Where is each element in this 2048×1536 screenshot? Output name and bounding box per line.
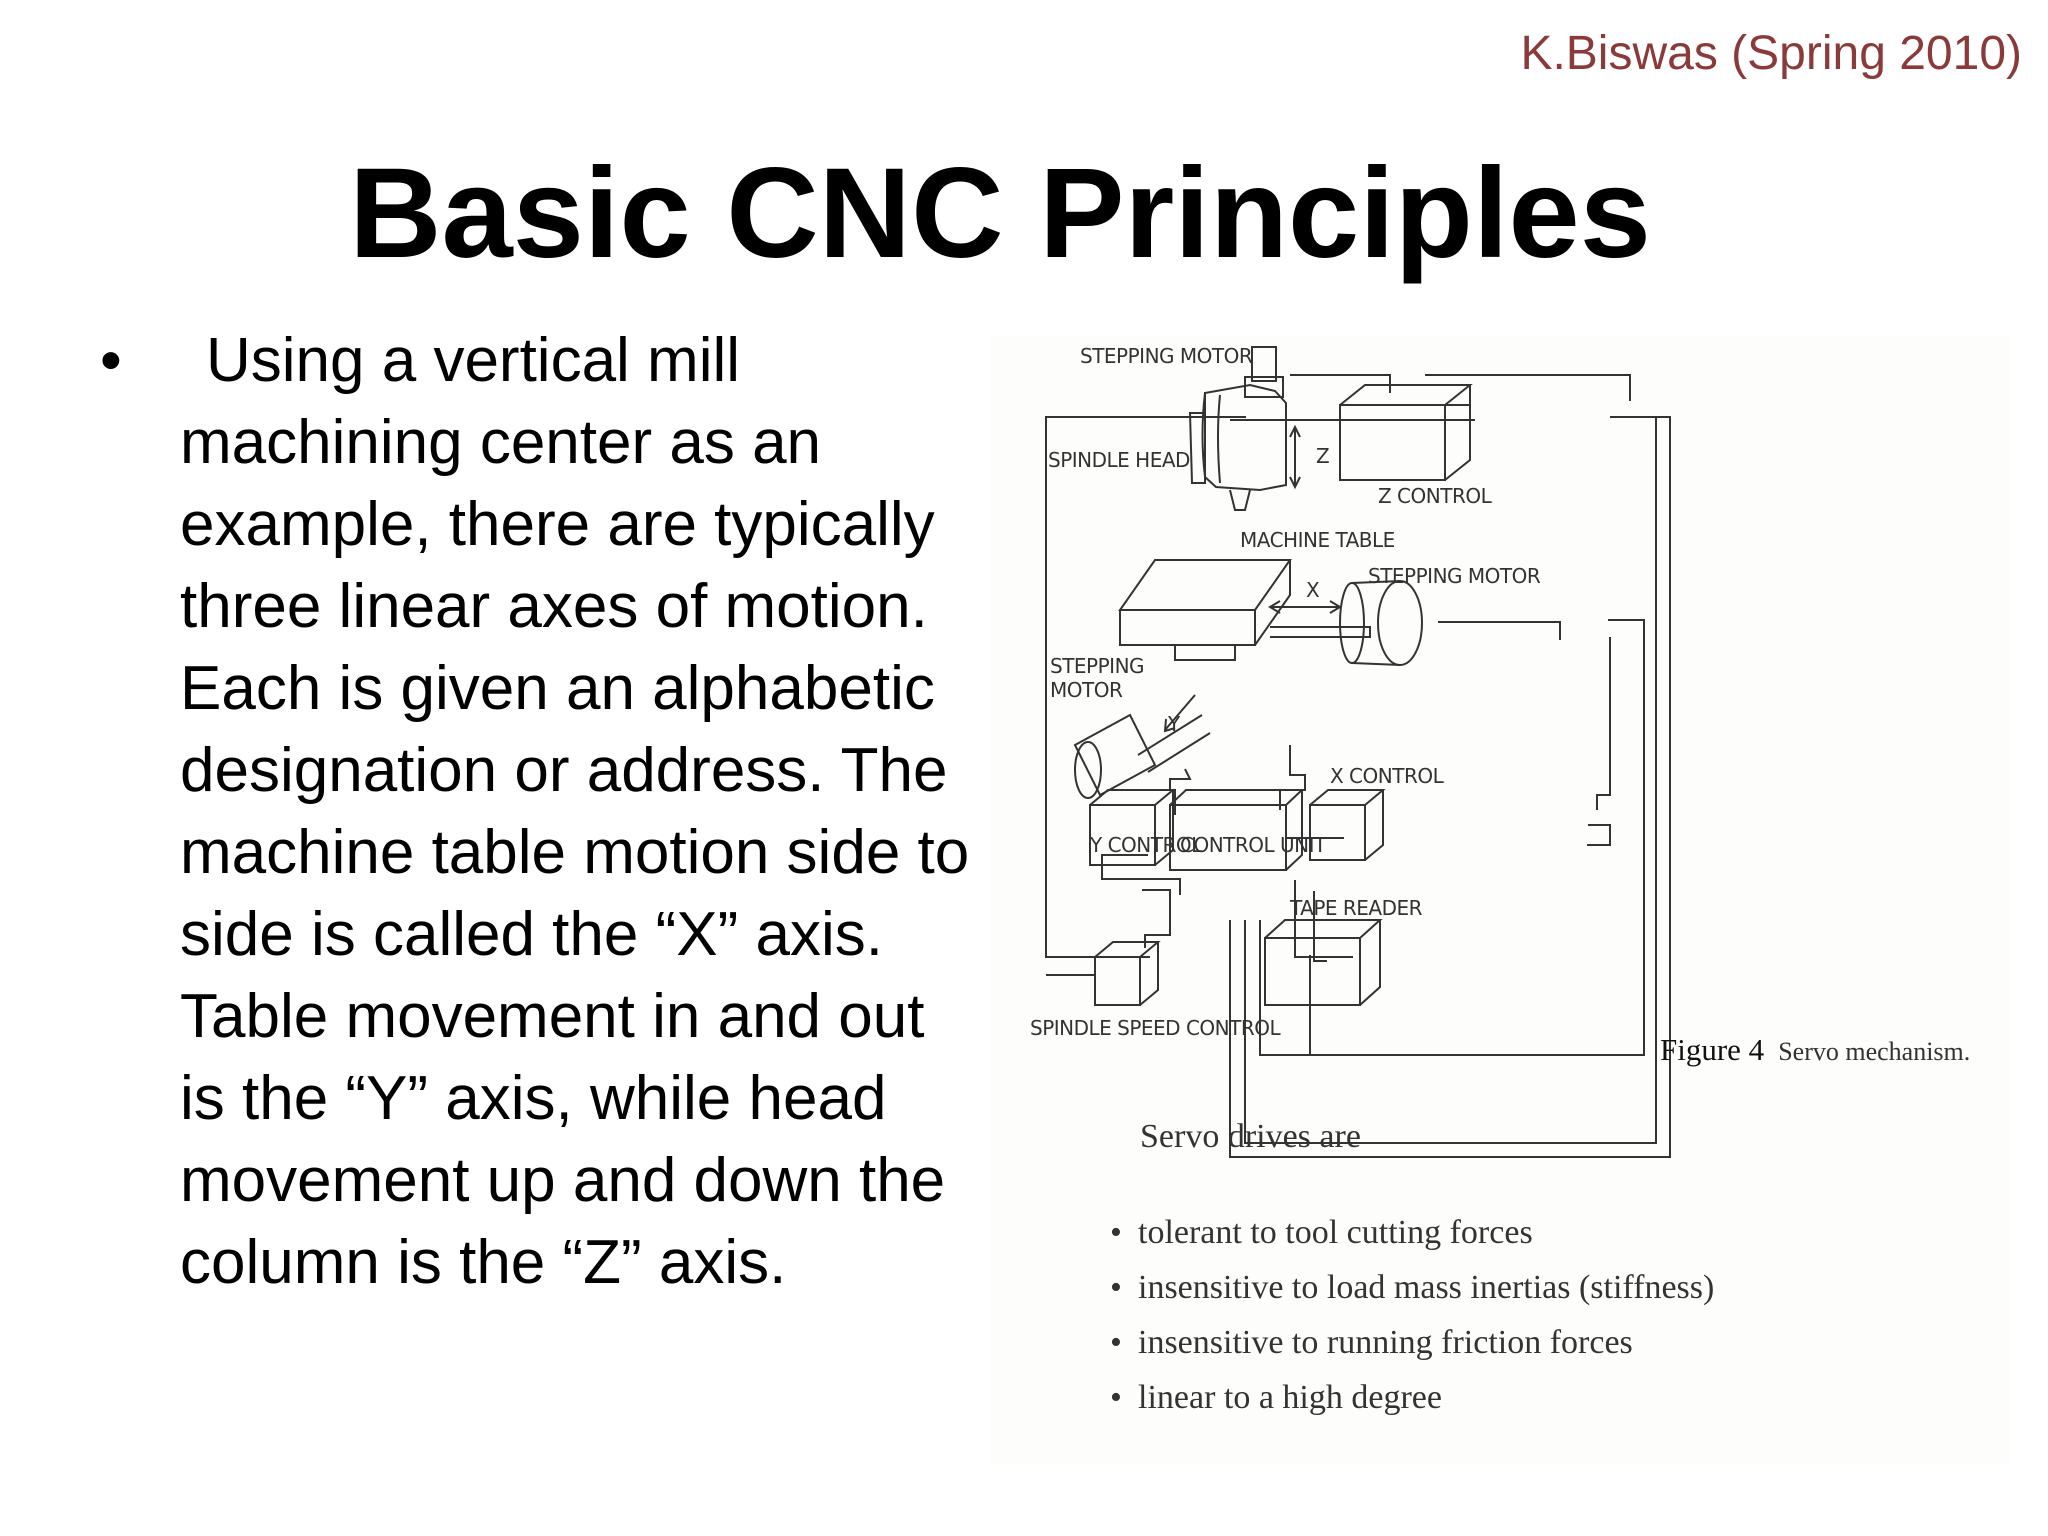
caption-title: Servo mechanism.: [1778, 1037, 1971, 1066]
body-text: Using a vertical mill machining center as an example, there are typically three linear axes of motion. Each is given an alphabetic designation or address. The machine table motion side to side is called the “X” axis. Table movement in and out is the “Y” axis, while head movement up and down the column is the “Z” axis.: [180, 326, 970, 1297]
body-paragraph: [180, 320, 980, 1304]
label-stepping-motor-left-1: STEPPING: [1050, 654, 1145, 678]
label-stepping-motor-top: STEPPING MOTOR: [1080, 344, 1253, 368]
label-stepping-motor-right: STEPPING MOTOR: [1368, 564, 1541, 588]
label-x-axis: X: [1306, 578, 1320, 602]
label-y-control: Y CONTROL: [1090, 833, 1202, 857]
list-item: • linear to a high degree: [1110, 1370, 1714, 1425]
label-stepping-motor-left-2: MOTOR: [1050, 678, 1123, 702]
label-spindle-head: SPINDLE HEAD: [1048, 448, 1190, 472]
label-z-axis: Z: [1316, 444, 1330, 468]
list-item: • tolerant to tool cutting forces: [1110, 1205, 1714, 1260]
caption-number: Figure 4: [1660, 1032, 1765, 1067]
list-item: • insensitive to running friction forces: [1110, 1315, 1714, 1370]
label-machine-table: MACHINE TABLE: [1240, 528, 1395, 552]
body-bullet: [100, 320, 980, 1304]
slide-title: Basic CNC Principles: [349, 142, 1651, 285]
servo-list: [1110, 1205, 1714, 1425]
label-tape-reader: TAPE READER: [1290, 896, 1423, 920]
author-credit: K.Biswas (Spring 2010): [1520, 27, 2022, 80]
bullet-marker: •: [100, 326, 122, 395]
list-item: • insensitive to load mass inertias (stiffness): [1110, 1260, 1714, 1315]
servo-intro: Servo drives are: [1140, 1118, 1361, 1155]
label-y-axis: Y: [1168, 712, 1180, 736]
label-z-control: Z CONTROL: [1378, 484, 1492, 508]
label-control-unit: CONTROL UNIT: [1180, 833, 1326, 857]
label-spindle-speed-control: SPINDLE SPEED CONTROL: [1030, 1016, 1281, 1040]
figure-caption: [1660, 1032, 1970, 1068]
label-x-control: X CONTROL: [1330, 764, 1444, 788]
